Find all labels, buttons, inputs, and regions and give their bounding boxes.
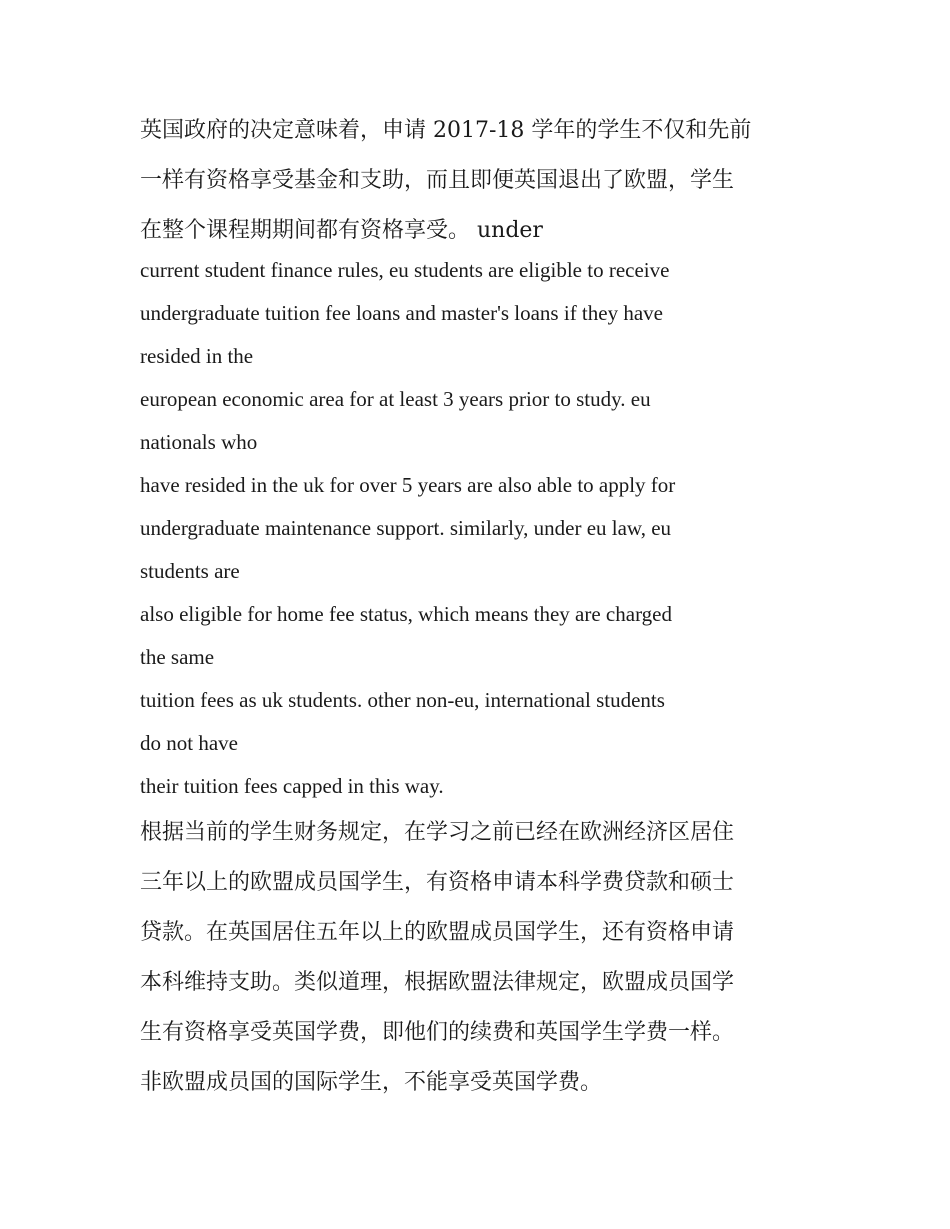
text-line: undergraduate tuition fee loans and master's loans if they have (140, 301, 663, 325)
text-line: 贷款。在英国居住五年以上的欧盟成员国学生，还有资格申请 (140, 920, 735, 945)
text-line: tuition fees as uk students. other non-eu, international students (140, 688, 665, 712)
text-line: 在整个课程期期间都有资格享受。 under (140, 218, 543, 243)
text-line: 非欧盟成员国的国际学生，不能享受英国学费。 (140, 1070, 603, 1095)
text-line: the same (140, 645, 215, 669)
text-line: 根据当前的学生财务规定，在学习之前已经在欧洲经济区居住 (140, 820, 735, 845)
text-line: resided in the (140, 344, 254, 368)
text-line: also eligible for home fee status, which means they are charged (140, 602, 673, 626)
paragraph-cn-translation (140, 808, 820, 1108)
text-line: students are (140, 559, 240, 583)
text-line: undergraduate maintenance support. similarly, under eu law, eu (140, 516, 672, 540)
text-line: have resided in the uk for over 5 years are also able to apply for (140, 473, 676, 497)
text-line: their tuition fees capped in this way. (140, 774, 444, 798)
text-line: 三年以上的欧盟成员国学生，有资格申请本科学费贷款和硕士 (140, 870, 735, 895)
paragraph-en (140, 249, 820, 808)
text-line: european economic area for at least 3 years prior to study. eu (140, 387, 651, 411)
text-line: 英国政府的决定意味着，申请 2017-18 学年的学生不仅和先前 (140, 118, 752, 143)
text-line: do not have (140, 731, 238, 755)
document-page (140, 106, 820, 1108)
text-line: current student finance rules, eu students are eligible to receive (140, 258, 670, 282)
text-line: 本科维持支助。类似道理，根据欧盟法律规定，欧盟成员国学 (140, 970, 735, 995)
text-line: 生有资格享受英国学费，即他们的续费和英国学生学费一样。 (140, 1020, 735, 1045)
text-line: nationals who (140, 430, 258, 454)
paragraph-cn-intro (140, 106, 820, 256)
text-line: 一样有资格享受基金和支助，而且即便英国退出了欧盟，学生 (140, 168, 735, 193)
